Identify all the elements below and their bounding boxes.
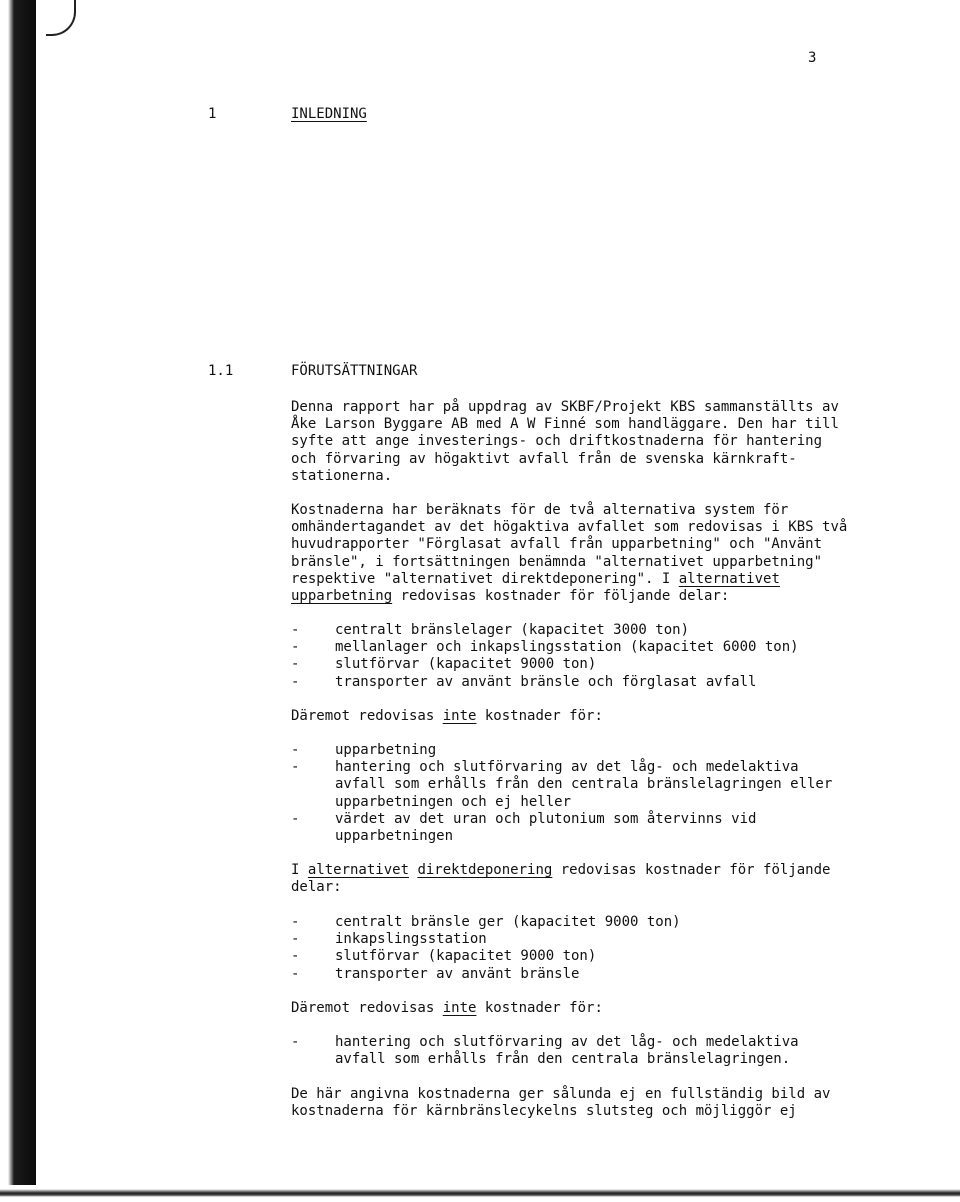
section-title: FÖRUTSÄTTNINGAR bbox=[291, 363, 418, 379]
underlined-term-direktdeponering: direktdeponering bbox=[417, 862, 553, 878]
underlined-word-inte: inte bbox=[442, 708, 477, 724]
scan-edge bbox=[0, 0, 36, 1202]
chapter-title: INLEDNING bbox=[291, 106, 367, 122]
list-item: - hantering och slutförvaring av det låg- och medelaktiva avfall som erhålls från den centrala bränslelagringen. bbox=[291, 1034, 799, 1068]
list-item: - upparbetning bbox=[291, 742, 437, 758]
list-item: - transporter av använt bränsle och förglasat avfall bbox=[291, 673, 757, 690]
chapter-number: 1 bbox=[208, 106, 217, 122]
paragraph-direktdeponering: I alternativet direktdeponering redovisas kostnader för följande delar: bbox=[291, 862, 831, 896]
scan-artifact bbox=[46, 0, 76, 36]
section-number: 1.1 bbox=[208, 363, 234, 379]
list-item: - centralt bränsle ger (kapacitet 9000 ton) bbox=[291, 914, 681, 930]
paragraph-not-included-1: Däremot redovisas inte kostnader för: bbox=[291, 708, 603, 724]
list-item: - centralt bränslelager (kapacitet 3000 ton) bbox=[291, 622, 690, 638]
underlined-word-inte: inte bbox=[442, 1000, 477, 1016]
list-item: - slutförvar (kapacitet 9000 ton) bbox=[291, 948, 597, 965]
paragraph-conclusion: De här angivna kostnaderna ger sålunda ej en fullständig bild av kostnaderna för kärnbränslecykelns slutsteg och möjliggör ej bbox=[291, 1086, 831, 1120]
underlined-term-upparbetning: alternativet upparbetning bbox=[291, 570, 780, 605]
list-item: - slutförvar (kapacitet 9000 ton) bbox=[291, 656, 597, 673]
list-item: - värdet av det uran och plutonium som återvinns vid upparbetningen bbox=[291, 810, 757, 845]
list-item: - mellanlager och inkapslingsstation (kapacitet 6000 ton) bbox=[291, 639, 799, 656]
underlined-term-alternativet: alternativet bbox=[307, 862, 410, 878]
page-number: 3 bbox=[808, 50, 817, 66]
list-item: - transporter av använt bränsle bbox=[291, 965, 580, 982]
list-item: - hantering och slutförvaring av det låg- och medelaktiva avfall som erhålls från den centrala bränslelagringen eller upparbetningen och ej heller bbox=[291, 759, 833, 810]
paragraph-systems-text: Kostnaderna har beräknats för de två alternativa system för omhändertagandet av det högaktiva avfallet som redovisas i KBS två huvudrapporter "Förglasat avfall från upparbetning" och "Använt bränsle", i fortsättningen benämnda "alternativet upparbetning" respektive "alternativet direktdeponering". I bbox=[291, 502, 848, 587]
list-direktdeponering-costs bbox=[291, 914, 851, 983]
list-excluded-2 bbox=[291, 1034, 851, 1068]
list-item: - inkapslingsstation bbox=[291, 931, 487, 948]
paragraph-not-included-2: Däremot redovisas inte kostnader för: bbox=[291, 1000, 603, 1016]
list-upparbetning-costs bbox=[291, 622, 851, 691]
list-excluded-1 bbox=[291, 742, 851, 845]
paragraph-systems bbox=[291, 502, 851, 605]
scan-bottom-edge bbox=[0, 1185, 960, 1202]
paragraph-intro: Denna rapport har på uppdrag av SKBF/Projekt KBS sammanställts av Åke Larson Byggare AB med A W Finné som handläggare. Den har till syfte att ange investerings- och driftkostnaderna för hantering och förvaring av högaktivt avfall från de svenska kärnkraft-stationerna. bbox=[291, 399, 839, 484]
paragraph-systems-tail: redovisas kostnader för följande delar: bbox=[392, 588, 730, 605]
